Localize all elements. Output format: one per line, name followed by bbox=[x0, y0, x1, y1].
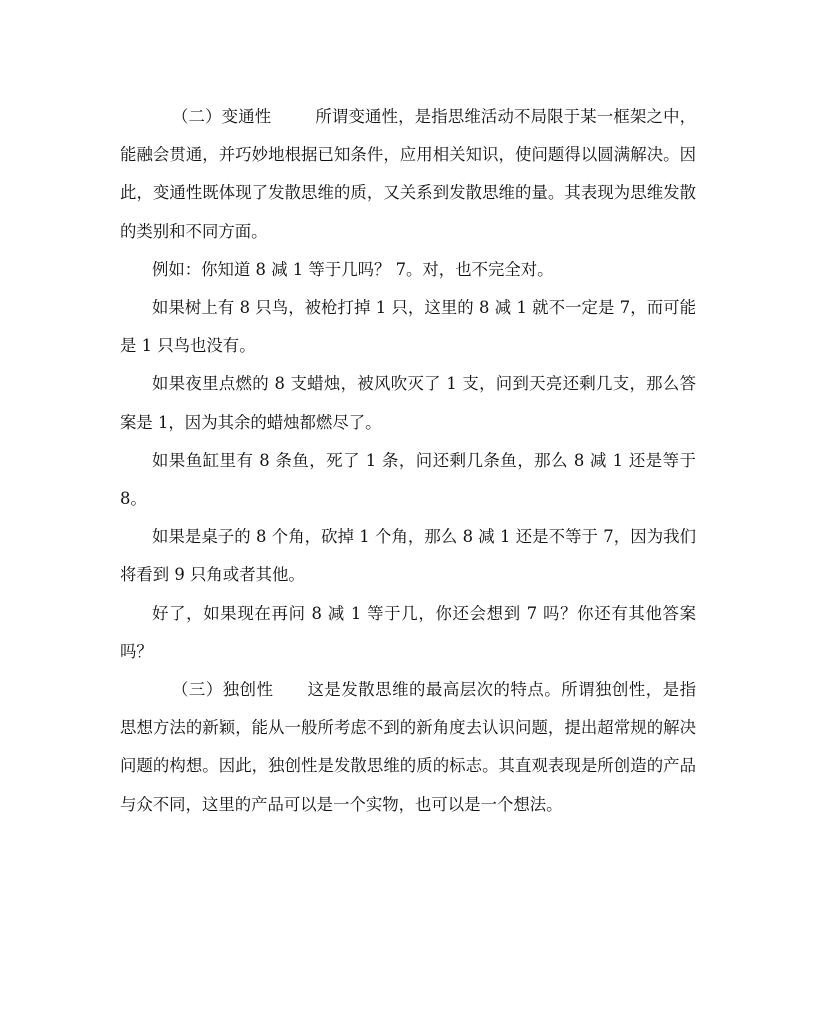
section-body-originality: 这是发散思维的最高层次的特点。所谓独创性，是指思想方法的新颖，能从一般所考虑不到的新角度去认识问题，提出超常规的解决问题的构想。因此，独创性是发散思维的质的标志。其直观表现是所创造的产品与众不同，这里的产品可以是一个实物，也可以是一个想法。 bbox=[120, 680, 697, 814]
example-paragraph-birds: 如果树上有 8 只鸟，被枪打掉 1 只，这里的 8 减 1 就不一定是 7，而可能是 1 只鸟也没有。 bbox=[120, 298, 696, 356]
example-paragraph-fish: 如果鱼缸里有 8 条鱼，死了 1 条，问还剩几条鱼，那么 8 减 1 还是等于 8。 bbox=[120, 450, 696, 509]
example-paragraph-question: 好了，如果现在再问 8 减 1 等于几，你还会想到 7 吗？你还有其他答案吗？ bbox=[120, 603, 696, 661]
document-body bbox=[120, 98, 696, 824]
section-heading-originality: （三）独创性 bbox=[172, 680, 274, 700]
section-flexibility bbox=[120, 98, 696, 251]
example-paragraph-intro: 例如：你知道 8 减 1 等于几吗？ 7。对，也不完全对。 bbox=[152, 259, 554, 279]
section-originality bbox=[120, 671, 696, 824]
example-paragraph-candles: 如果夜里点燃的 8 支蜡烛，被风吹灭了 1 支，问到天亮还剩几支，那么答案是 1，因为其余的蜡烛都燃尽了。 bbox=[120, 374, 696, 432]
example-paragraph-table: 如果是桌子的 8 个角，砍掉 1 个角，那么 8 减 1 还是不等于 7，因为我们将看到 9 只角或者其他。 bbox=[120, 527, 696, 585]
section-heading-flexibility: （二）变通性 bbox=[172, 107, 272, 126]
section-body-flexibility: 所谓变通性，是指思维活动不局限于某一框架之中，能融会贯通，并巧妙地根据已知条件，应用相关知识，使问题得以圆满解决。因此，变通性既体现了发散思维的质，又关系到发散思维的量。其表现为思维发散的类别和不同方面。 bbox=[120, 107, 697, 241]
